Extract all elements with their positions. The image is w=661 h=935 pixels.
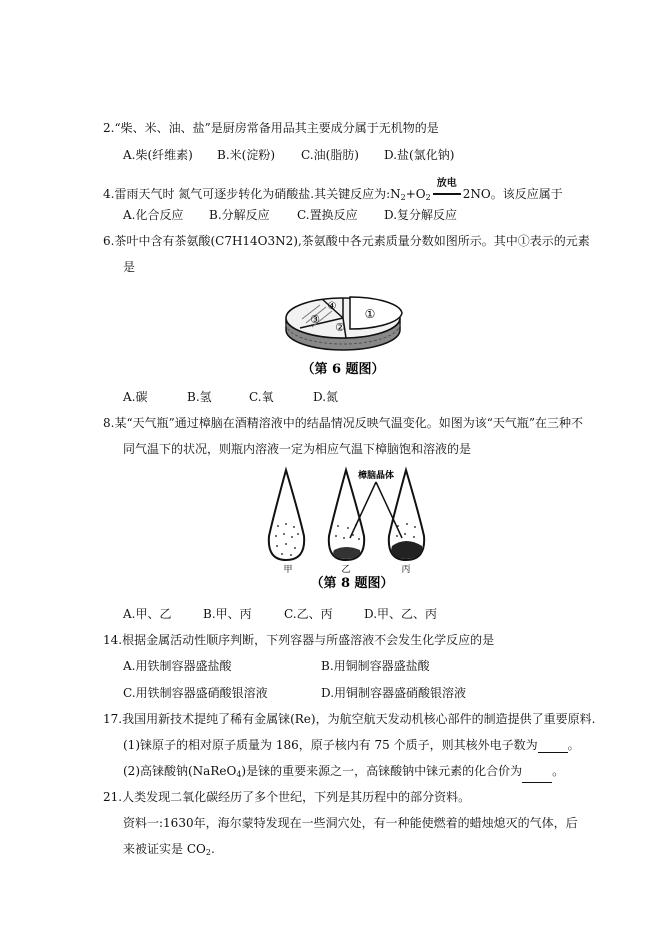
q8-option-c: C.乙、丙 [284, 607, 333, 621]
q21-material-1: 资料一:1630年，海尔蒙特发现在一些洞穴处，有一种能使燃着的蜡烛熄灭的气体，后 [123, 816, 578, 830]
q17-part1 [123, 737, 580, 753]
q6-pie-figure [280, 283, 410, 378]
q17-part2-end: 。 [552, 764, 565, 778]
q21-stem: 21.人类发现二氧化碳经历了多个世纪，下列是其历程中的部分资料。 [103, 790, 471, 804]
q21-material-2-b: . [210, 842, 215, 856]
q8-option-d: D.甲、乙、丙 [364, 607, 438, 621]
q4-sub-n2: 2 [400, 193, 406, 202]
q14-option-b: B.用铜制容器盛盐酸 [321, 659, 430, 673]
bottle-jia [269, 470, 304, 560]
q21-material-2 [123, 841, 215, 861]
q4-stem-a: 4.雷雨天气时 氮气可逐步转化为硝酸盐.其关键反应为:N [103, 187, 401, 201]
q2-stem: 2.“柴、米、油、盐”是厨房常备用品其主要成分属于无机物的是 [103, 121, 439, 135]
q4-plus-o: +O [405, 187, 426, 201]
q2-option-d: D.盐(氯化钠) [384, 148, 455, 162]
bottle-label-yi: 乙 [341, 565, 351, 575]
q17-part1-end: 。 [567, 738, 580, 752]
q6-option-d: D.氮 [313, 390, 339, 404]
q8-stem-line1: 8.某“天气瓶”通过樟脑在酒精溶液中的结晶情况反映气温变化。如图为该“天气瓶”在三种不 [103, 416, 583, 430]
pie-label-2: ② [335, 321, 345, 334]
reaction-condition: 放电 [436, 178, 457, 189]
crystal-label: 樟脑晶体 [357, 471, 395, 481]
q8-option-b: B.甲、丙 [203, 607, 252, 621]
q6-option-b: B.氢 [187, 390, 212, 404]
bottle-label-bing: 丙 [401, 565, 411, 575]
q21-material-2-a: 来被证实是 CO [123, 842, 206, 856]
q6-figure-caption: （第 6 题图） [301, 362, 385, 377]
q2-option-b: B.米(淀粉) [217, 148, 275, 162]
q17-stem: 17.我国用新技术提纯了稀有金属铼(Re)，为航空航天发动机核心部件的制造提供了重要原料. [103, 712, 596, 726]
reaction-arrow [433, 178, 461, 200]
pie-label-3: ③ [310, 313, 320, 326]
q4-option-b: B.分解反应 [209, 208, 270, 222]
q17-part2-text-a: (2)高铼酸钠(NaReO [123, 764, 237, 778]
q17-part2 [123, 763, 564, 783]
q4-stem-b: 2NO。该反应属于 [462, 187, 563, 201]
q14-option-a: A.用铁制容器盛盐酸 [123, 659, 232, 673]
q17-part2-sub: 4 [236, 770, 242, 779]
q8-figure-caption: （第 8 题图） [310, 576, 394, 591]
answer-blank-2[interactable] [522, 770, 552, 783]
q17-part1-text: (1)铼原子的相对原子质量为 186，原子核内有 75 个质子，则其核外电子数为 [123, 738, 538, 752]
q8-bottles-figure [264, 466, 444, 591]
q2-option-c: C.油(脂肪) [301, 148, 359, 162]
q14-option-c: C.用铁制容器盛硝酸银溶液 [123, 686, 268, 700]
q4-sub-o2: 2 [425, 193, 431, 202]
pie-label-4: ④ [327, 301, 337, 312]
bottle-label-jia: 甲 [283, 565, 293, 575]
q14-stem: 14.根据金属活动性顺序判断，下列容器与所盛溶液不会发生化学反应的是 [103, 633, 495, 647]
q6-option-a: A.碳 [123, 390, 148, 404]
q8-option-a: A.甲、乙 [123, 607, 172, 621]
q21-material-2-sub: 2 [205, 848, 211, 857]
q4-option-d: D.复分解反应 [384, 208, 458, 222]
q4-option-c: C.置换反应 [297, 208, 358, 222]
q8-stem-line2: 同气温下的状况，则瓶内溶液一定为相应气温下樟脑饱和溶液的是 [123, 442, 472, 456]
q4-option-a: A.化合反应 [123, 208, 184, 222]
q2-option-a: A.柴(纤维素) [123, 148, 193, 162]
q4-stem [103, 178, 563, 206]
bottle-yi [329, 470, 364, 560]
pie-label-1: ① [364, 307, 376, 321]
q17-part2-text-b: )是铼的重要来源之一，高铼酸钠中铼元素的化合价为 [241, 764, 523, 778]
q6-option-c: C.氧 [249, 390, 274, 404]
q6-stem-line2: 是 [123, 260, 136, 274]
answer-blank-1[interactable] [538, 740, 568, 753]
q6-stem-line1: 6.茶叶中含有茶氨酸(C7H14O3N2),茶氨酸中各元素质量分数如图所示。其中①表示的元素 [103, 234, 590, 248]
q14-option-d: D.用铜制容器盛硝酸银溶液 [321, 686, 467, 700]
